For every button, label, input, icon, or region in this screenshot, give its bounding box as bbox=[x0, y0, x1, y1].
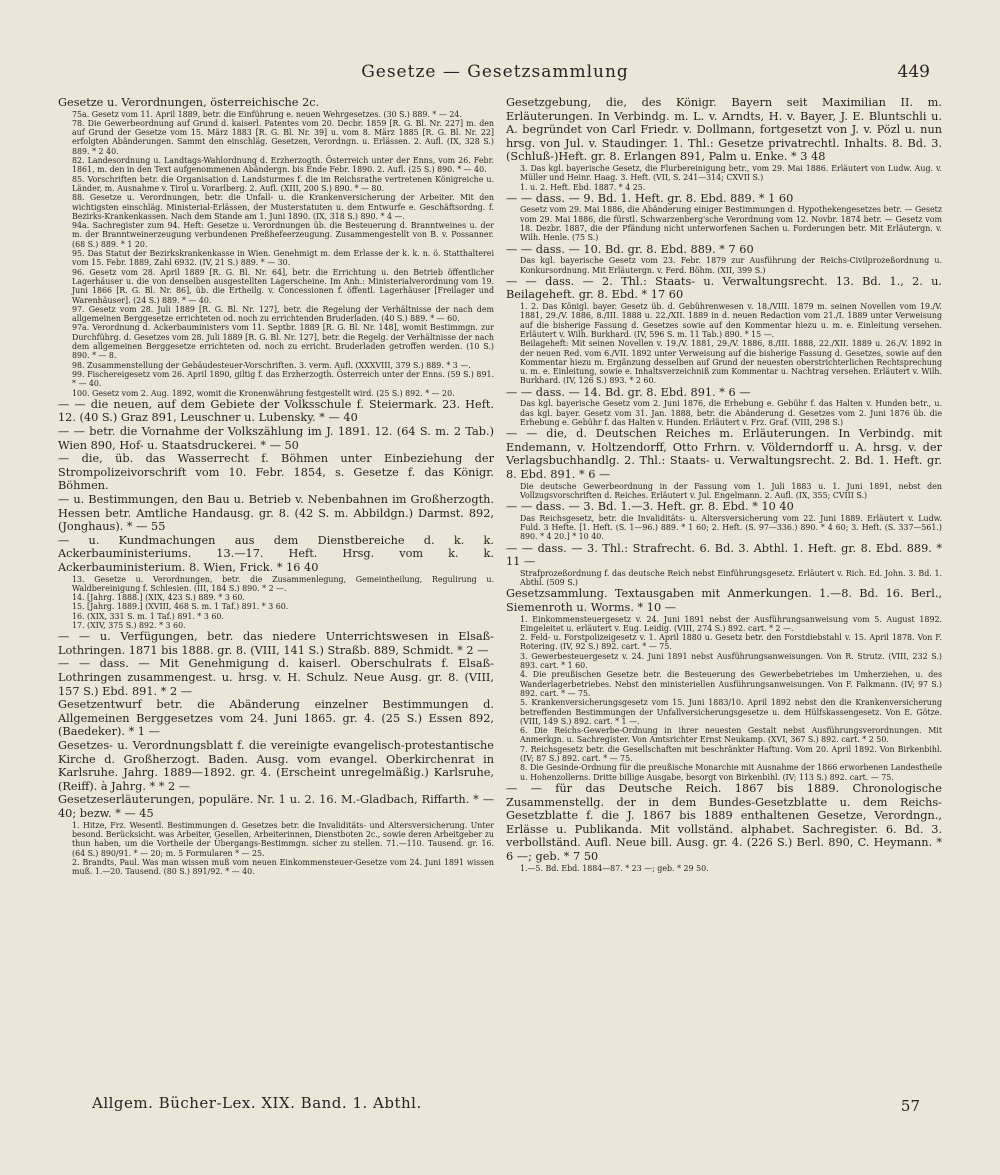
left-column bbox=[58, 96, 494, 1096]
catalog-entry: — — betr. die Vornahme der Volkszählung im J. 1891. 12. (64 S. m. 2 Tab.) Wien 890, Hof- u. Staatsdruckerei. * — 50 bbox=[58, 424, 494, 452]
catalog-subentry: Das kgl. bayerische Gesetz vom 23. Febr. 1879 zur Ausführung der Reichs-Civilprozeßordnung u. Konkursordnung. Mit Erläutergn. v. Ferd. Böhm. (XII, 399 S.) bbox=[520, 256, 942, 275]
catalog-subentry: 8. Die Gesinde-Ordnung für die preußische Monarchie mit Ausnahme der 1866 erworbenen Landestheile u. Hohenzollerns. Dritte billige Ausgabe, besorgt von Birkenbihl. (IV; 113 S.) 892. cart. — 75. bbox=[520, 763, 942, 782]
catalog-subentry: 95. Das Statut der Bezirkskrankenkasse in Wien. Genehmigt m. dem Erlasse der k. k. n. ö. Statthalterei vom 15. Febr. 1889, Zahl 6932. (IV, 21 S.) 889. * — 30. bbox=[72, 249, 494, 268]
catalog-subentry: Gesetz vom 29. Mai 1886, die Abänderung einiger Bestimmungen d. Hypothekengesetzes betr. — Gesetz vom 29. Mai 1886, die fürstl. Schwarzenberg'sche Verordnung vom 12. Novbr. 1874 betr. — Gesetz vom 18. Dezbr. 1887, die der Pfändung nicht unterworfenen Sachen u. Forderungen betr. Mit Erläutergn. v. Wilh. Henle. (75 S.) bbox=[520, 205, 942, 243]
catalog-entry: — — u. Verfügungen, betr. das niedere Unterrichtswesen in Elsaß-Lothringen. 1871 bis 1888. gr. 8. (VIII, 141 S.) Straßb. 889, Schmidt. * 2 — bbox=[58, 630, 494, 657]
catalog-entry: Gesetzentwurf betr. die Abänderung einzelner Bestimmungen d. Allgemeinen Berggesetzes vom 24. Juni 1865. gr. 4. (25 S.) Essen 892, (Baedeker). * 1 — bbox=[58, 698, 494, 739]
catalog-entry: — — für das Deutsche Reich. 1867 bis 1889. Chronologische Zusammenstellg. der in dem Bundes-Gesetzblatte u. dem Reichs-Gesetzblatte f. die J. 1867 bis 1889 enthaltenen Gesetze, Verordngn., Erlässe u. Publikanda. Mit vollständ. alphabet. Sachregister. 6. Bd. 3. verbollständ. Aufl. Neue bill. Ausg. gr. 4. (226 S.) Berl. 890, C. Heymann. * 6 —; geb. * 7 50 bbox=[506, 781, 942, 863]
catalog-subentry: Das Reichsgesetz, betr. die Invaliditäts- u. Altersversicherung vom 22. Juni 1889. Erläutert v. Ludw. Fuld. 3 Hefte. [1. Heft. (S. 1—96.) 889. * 1 60; 2. Heft. (S. 97—336.) 890. * 4 60; 3. Heft. (S. 337—561.) 890. * 4 20.] * 10 40. bbox=[520, 513, 942, 542]
catalog-subentry: 94a. Sachregister zum 94. Heft: Gesetze u. Verordnungen üb. die Besteuerung d. Branntweines u. der m. der Branntweinerzeugung verbundenen Preßhefeerzeugung. Zusammengestellt von B. v. Possanner. (68 S.) 889. * 1 20. bbox=[72, 221, 494, 249]
catalog-subentry: Die deutsche Gewerbeordnung in der Fassung vom 1. Juli 1883 u. 1. Juni 1891, nebst den Vollzugsvorschriften d. Reiches. Erläutert v. Jul. Engelmann. 2. Aufl. (IX, 355; CVIII S.) bbox=[520, 481, 942, 500]
catalog-subentry: 3. Das kgl. bayerische Gesetz, die Flurbereinigung betr., vom 29. Mai 1886. Erläutert von Ludw. Aug. v. Müller und Heinr. Haag. 3. Heft. (VII, S. 241—314; CXVII S.) bbox=[520, 163, 942, 183]
catalog-subentry: 6. Die Reichs-Gewerbe-Ordnung in ihrer neuesten Gestalt nebst Ausführungsverordnungen. Mit Anmerkgn. u. Sachregister. Von Amtsrichter Ernst Neukamp. (XVI, 367 S.) 892. cart. * 2 50. bbox=[520, 726, 942, 745]
catalog-entry: — u. Bestimmungen, den Bau u. Betrieb v. Nebenbahnen im Großherzogth. Hessen betr. Amtliche Handausg. gr. 8. (42 S. m. Abbildgn.) Darmst. 892, (Jonghaus). * — 55 bbox=[58, 492, 494, 534]
catalog-subentry: 85. Vorschriften betr. die Organisation d. Landsturmes f. die im Reichsrathe vertretenen Königreiche u. Länder, m. Ausnahme v. Tirol u. Vorarlberg. 2. Aufl. (XIII, 200 S.) 890. * — 80. bbox=[72, 174, 494, 193]
catalog-subentry: Strafprozeßordnung f. das deutsche Reich nebst Einführungsgesetz. Erläutert v. Rich. Ed. John. 3. Bd. 1. Abthl. (509 S.) bbox=[520, 568, 942, 588]
catalog-subentry: 88. Gesetze u. Verordnungen, betr. die Unfall- u. die Krankenversicherung der Arbeiter. Mit den wichtigsten einschläg. Ministerial-Erlässen, der Musterstatuten u. dem Entwurfe e. Geschäftsordng. f. Bezirks-Krankenkassen. Nach dem Stande am 1. Juni 1890. (IX, 318 S.) 890. * 4 —. bbox=[72, 193, 494, 221]
catalog-entry: Gesetzsammlung. Textausgaben mit Anmerkungen. 1.—8. Bd. 16. Berl., Siemenroth u. Worms. * 10 — bbox=[506, 587, 942, 614]
catalog-entry: — u. Kundmachungen aus dem Dienstbereiche d. k. k. Ackerbauministeriums. 13.—17. Heft. Hrsg. vom k. k. Ackerbauministerium. 8. Wien, Frick. * 16 40 bbox=[58, 533, 494, 574]
catalog-entry: — — dass. — 3. Thl.: Strafrecht. 6. Bd. 3. Abthl. 1. Heft. gr. 8. Ebd. 889. * 11 — bbox=[506, 541, 942, 569]
catalog-subentry: 75a. Gesetz vom 11. April 1889, betr. die Einführung e. neuen Wehrgesetzes. (30 S.) 889. * — 24. bbox=[72, 109, 462, 119]
catalog-entry: — — dass. — Mit Genehmigung d. kaiserl. Oberschulrats f. Elsaß-Lothringen zusammengest. u. hrsg. v. H. Schulz. Neue Ausg. gr. 8. (VIII, 157 S.) Ebd. 891. * 2 — bbox=[58, 657, 494, 698]
catalog-subentry: 13. Gesetze u. Verordnungen, betr. die Zusammenlegung, Gemeintheilung, Regulirung u. Waldbereinigung f. Schlesien. (III, 184 S.) 890. * 2 —. bbox=[72, 574, 494, 593]
catalog-entry: — — dass. — 9. Bd. 1. Heft. gr. 8. Ebd. 889. * 1 60 bbox=[506, 191, 794, 205]
catalog-subentry: 2. Feld- u. Forstpolizeigesetz v. 1. April 1880 u. Gesetz betr. den Forstdiebstahl v. 15. April 1878. Von F. Rotering. (IV, 92 S.) 892. cart. * — 75. bbox=[520, 633, 942, 652]
catalog-subentry: 78. Die Gewerbeordnung auf Grund d. kaiserl. Patentes vom 20. Decbr. 1859 [R. G. Bl. Nr. 227] m. den auf Grund der Gesetze vom 15. März 1883 [R. G. Bl. Nr. 39] u. vom 8. März 1885 [R. G. Bl. Nr. 22] erfolgten Abänderungen. Sammt den einschläg. Gesetzen, Verordngn. u. Erlässen. 2. Aufl. (IX, 328 S.) 889. * 2 40. bbox=[72, 118, 494, 156]
catalog-entry: Gesetzgebung, die, des Königr. Bayern seit Maximilian II. m. Erläuterungen. In Verbindg. m. L. v. Arndts, H. v. Bayer, J. E. Bluntschli u. A. begründet von Carl Friedr. v. Dollmann, fortgesetzt von J. v. Pözl u. nun hrsg. von Jul. v. Staudinger. 1. Thl.: Gesetze privatrechtl. Inhalts. 8. Bd. 3. (Schluß-)Heft. gr. 8. Erlangen 891, Palm u. Enke. * 3 48 bbox=[506, 96, 942, 164]
catalog-subentry: 98. Zusammenstellung der Gebäudesteuer-Vorschriften. 3. verm. Aufl. (XXXVIII, 379 S.) 889. * 3 —. bbox=[72, 360, 471, 370]
catalog-subentry: 2. Brandts, Paul. Was man wissen muß vom neuen Einkommensteuer-Gesetze vom 24. Juni 1891 wissen muß. 1.—20. Tausend. (80 S.) 891/92. * — 40. bbox=[72, 857, 494, 877]
catalog-subentry: Das kgl. bayerische Gesetz vom 2. Juni 1876, die Erhebung e. Gebühr f. das Halten v. Hunden betr., u. das kgl. bayer. Gesetz vom 31. Jan. 1888, betr. die Abänderung d. Gesetzes vom 2. Juni 1876 üb. die Erhebung e. Gebühr f. das Halten v. Hunden. Erläutert v. Frz. Graf. (VIII, 298 S.) bbox=[520, 399, 942, 427]
running-header bbox=[60, 62, 930, 86]
catalog-subentry: 1.—5. Bd. Ebd. 1884—87. * 23 —; geb. * 29 50. bbox=[520, 863, 709, 873]
right-column bbox=[506, 96, 942, 1096]
catalog-subentry: 100. Gesetz vom 2. Aug. 1892, womit die Kronenwährung festgestellt wird. (25 S.) 892. * — 20. bbox=[72, 388, 455, 398]
catalog-subentry: 97. Gesetz vom 28. Juli 1889 [R. G. Bl. Nr. 127], betr. die Regelung der Verhältnisse der nach dem allgemeinen Berggesetze errichteten od. noch zu errichtenden Bruderladen. (40 S.) 889. * — 60. bbox=[72, 304, 494, 324]
page-number: 449 bbox=[897, 62, 930, 82]
catalog-entry: — — die neuen, auf dem Gebiete der Volksschule f. Steiermark. 23. Heft. 12. (40 S.) Graz 891, Leuschner u. Lubensky. * — 40 bbox=[58, 397, 494, 425]
catalog-entry: Gesetze u. Verordnungen, österreichische 2c. bbox=[58, 96, 320, 109]
catalog-subentry: 82. Landesordnung u. Landtags-Wahlordnung d. Erzherzogth. Österreich unter der Enns, vom 26. Febr. 1861, m. den in den Text aufgenommenen Abändergn. bis Ende Febr. 1890. 2. Aufl. (25 S.) 890. * — 40. bbox=[72, 156, 494, 175]
catalog-subentry: 1. Hitze, Frz. Wesentl. Bestimmungen d. Gesetzes betr. die Invaliditäts- und Altersversicherung. Unter besond. Berücksicht. was Arbeiter, Gesellen, Arbeiterinnen, Dienstboten 2c., sowie deren Arbeitgeber zu thun haben, um die Vortheile der Übergangs-Bestimmgn. sicher zu stellen. 71.—110. Tausend. gr. 16. (64 S.) 890/91. * — 20; m. 5 Formularen * — 25. bbox=[72, 820, 494, 858]
catalog-entry: — — dass. — 10. Bd. gr. 8. Ebd. 889. * 7 60 bbox=[506, 242, 754, 256]
catalog-entry: — — dass. — 2. Thl.: Staats- u. Verwaltungsrecht. 13. Bd. 1., 2. u. Beilageheft. gr. 8. Ebd. * 17 60 bbox=[506, 274, 942, 302]
catalog-entry: — die, üb. das Wasserrecht f. Böhmen unter Einbeziehung der Strompolizeivorschrift vom 10. Febr. 1854, s. Gesetze f. das Königr. Böhmen. bbox=[58, 452, 494, 493]
catalog-subentry: 5. Krankenversicherungsgesetz vom 15. Juni 1883/10. April 1892 nebst den die Krankenversicherung betreffenden Bestimmungen der Unfallversicherungsgesetze u. dem Hülfskassengesetz. Von E. Götze. (VIII, 149 S.) 892. cart. * 1 —. bbox=[520, 698, 942, 726]
catalog-subentry: 96. Gesetz vom 28. April 1889 [R. G. Bl. Nr. 64], betr. die Errichtung u. den Betrieb öffentlicher Lagerhäuser u. die von denselben ausgestellten Lagerscheine. Im Anh.: Ministerialverordnung vom 19. Juni 1866 [R. G. Bl. Nr. 86], üb. die Ertheilg. v. Concessionen f. öffentl. Lagerhäuser [Freilager und Warenhäuser]. (24 S.) 889. * — 40. bbox=[72, 267, 494, 305]
catalog-subentry: 4. Die preußischen Gesetze betr. die Besteuerung des Gewerbebetriebes im Umherziehen, u. des Wanderlagerbetriebes. Nebst den ministeriellen Ausführungsanweisungen. Von F. Falkmann. (IV; 97 S.) 892. cart. * — 75. bbox=[520, 670, 942, 698]
catalog-entry: — — dass. — 3. Bd. 1.—3. Heft. gr. 8. Ebd. * 10 40 bbox=[506, 500, 794, 514]
catalog-entry: — — die, d. Deutschen Reiches m. Erläuterungen. In Verbindg. mit Endemann, v. Holtzendorff, Otto Frhrn. v. Völderndorff u. A. hrsg. v. der Verlagsbuchhandlg. 2. Thl.: Staats- u. Verwaltungsrecht. 2. Bd. 1. Heft. gr. 8. Ebd. 891. * 6 — bbox=[506, 427, 942, 481]
catalog-subentry: 99. Fischereigesetz vom 26. April 1890, giltig f. das Erzherzogth. Österreich unter der Enns. (59 S.) 891. * — 40. bbox=[72, 369, 494, 389]
catalog-subentry: 1. Einkommensteuergesetz v. 24. Juni 1891 nebst der Ausführungsanweisung vom 5. August 1892. Eingeleitet u. erläutert v. Eug. Leidig. (VIII, 274 S.) 892. cart. * 2 —. bbox=[520, 614, 942, 633]
catalog-subentry: Beilageheft: Mit seinen Novellen v. 19./V. 1881, 29./V. 1886, 8./III. 1888, 22./XII. 1889 u. 26./V. 1892 in der neuen Red. vom 6./VII. 1892 unter Verweisung auf die bisherige Fassung d. Gesetzes, sowie auf den Kommentar hiezu m. Ergänzung desselben auf Grund der neuesten oberstrichterlichen Rechtsprechung u. m. e. Einleitung, sowie e. Inhaltsverzeichniß zum Kommentar u. Nachtrag versehen. Erläutert v. Wilh. Burkhard. (IV, 126 S.) 893. * 2 60. bbox=[520, 339, 942, 386]
catalog-entry: Gesetzeserläuterungen, populäre. Nr. 1 u. 2. 16. M.-Gladbach, Riffarth. * — 40; bezw. * — 45 bbox=[58, 793, 494, 821]
catalog-subentry: 7. Reichsgesetz betr. die Gesellschaften mit beschränkter Haftung. Vom 20. April 1892. Von Birkenbihl. (IV; 87 S.) 892. cart. * — 75. bbox=[520, 744, 942, 764]
running-title: Gesetze — Gesetzsammlung bbox=[361, 62, 629, 82]
catalog-subentry: 1. 2. Das Königl. bayer. Gesetz üb. d. Gebührenwesen v. 18./VIII. 1879 m. seinen Novellen vom 19./V. 1881, 29./V. 1886, 8./III. 1888 u. 22./XII. 1889 in d. neuen Redaction vom 21./I. 1889 unter Verweisung auf die bisherige Fassung d. Gesetzes sowie auf den Kommentar hiezu u. m. e. Einleitung versehen. Erläutert v. Wilh. Burkhard. (IV, 596 S. m. 11 Tab.) 890. * 15 —. bbox=[520, 302, 942, 339]
catalog-subentry: 15. [Jahrg. 1889.] (XVIII, 468 S. m. 1 Taf.) 891. * 3 60. bbox=[72, 602, 289, 612]
footer-signature-line: Allgem. Bücher-Lex. XIX. Band. 1. Abthl. bbox=[92, 1094, 422, 1112]
catalog-subentry: 16. (XIX, 331 S. m. 1 Taf.) 891. * 3 60. bbox=[72, 611, 224, 621]
catalog-subentry: 17. (XIV, 375 S.) 892. * 3 60. bbox=[72, 621, 186, 630]
sheet-signature: 57 bbox=[900, 1097, 920, 1115]
catalog-entry: Gesetzes- u. Verordnungsblatt f. die vereinigte evangelisch-protestantische Kirche d. Großherzogt. Baden. Ausg. vom evangel. Oberkirchenrat in Karlsruhe. Jahrg. 1889—1892. gr. 4. (Erscheint unregelmäßig.) Karlsruhe, (Reiff). à Jahrg. * * 2 — bbox=[58, 739, 494, 793]
catalog-subentry: 14. [Jahrg. 1888.] (XIX, 423 S.) 889. * 3 60. bbox=[72, 593, 245, 603]
catalog-subentry: 97a. Verordnung d. Ackerbauministers vom 11. Septbr. 1889 [R. G. Bl. Nr. 148], womit Bestimmgn. zur Durchführg. d. Gesetzes vom 28. Juli 1889 [R. G. Bl. Nr. 127], betr. die Regelg. der Verhältnisse der nach dem allgemeinen Berggesetze errichteten od. noch zu erricht. Bruderladen getroffen werden. (10 S.) 890. * — 8. bbox=[72, 323, 494, 361]
catalog-subentry: 1. u. 2. Heft. Ebd. 1887. * 4 25. bbox=[520, 182, 646, 192]
catalog-entry: — — dass. — 14. Bd. gr. 8. Ebd. 891. * 6 — bbox=[506, 385, 751, 399]
catalog-subentry: 3. Gewerbesteuergesetz v. 24. Juni 1891 nebst Ausführungsanweisungen. Von R. Strutz. (VIII, 232 S.) 893. cart. * 1 60. bbox=[520, 651, 942, 671]
